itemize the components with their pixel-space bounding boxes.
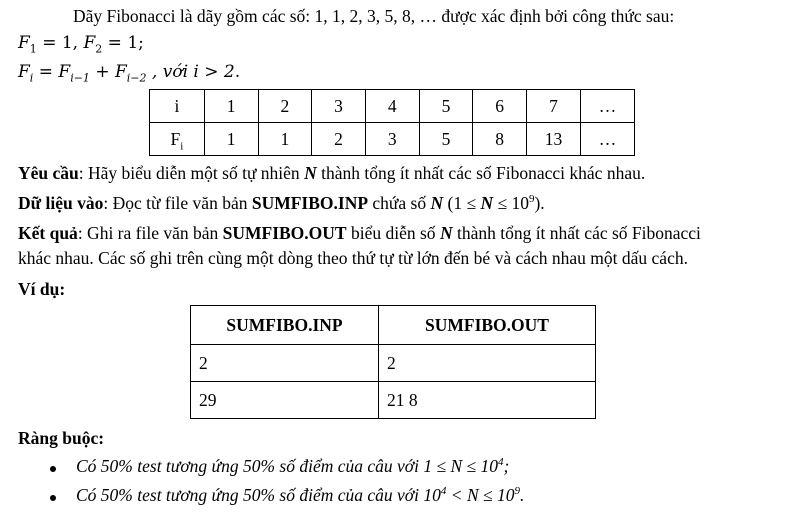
example-cell: 29 — [191, 382, 379, 419]
fib-row-label-f: $F_i$ — [150, 123, 205, 156]
fib-cell: 3 — [312, 90, 366, 123]
fib-cell: 1 — [204, 123, 258, 156]
fib-cell: 8 — [473, 123, 527, 156]
fib-cell: 7 — [527, 90, 581, 123]
example-header-input: SUMFIBO.INP — [191, 306, 379, 345]
output-paragraph-line2: khác nhau. Các số ghi trên cùng một dòng theo thứ tự từ lớn đến bé và cách nhau một dấu cách. — [18, 248, 688, 268]
fib-cell: 4 — [365, 90, 419, 123]
example-header-output: SUMFIBO.OUT — [379, 306, 596, 345]
fib-row-label-i: i — [150, 90, 205, 123]
fib-cell: 13 — [527, 123, 581, 156]
fib-cell: 6 — [473, 90, 527, 123]
fib-row-index — [150, 90, 635, 123]
fib-cell: 3 — [365, 123, 419, 156]
fib-cell: 1 — [258, 123, 312, 156]
constraint-item: Có 50% test tương ứng 50% số điểm của câu với $10^4 < N \le 10^9$. — [76, 485, 525, 505]
example-label: Ví dụ: — [18, 279, 66, 299]
requirement-paragraph: Yêu cầu: Hãy biểu diễn một số tự nhiên N thành tổng ít nhất các số Fibonacci khác nhau. — [18, 163, 646, 183]
example-cell: 21 8 — [379, 382, 596, 419]
fib-cell: 2 — [312, 123, 366, 156]
example-row — [191, 382, 596, 419]
fib-row-value — [150, 123, 635, 156]
intro-text: Dãy Fibonacci là dãy gồm các số: 1, 1, 2, 3, 5, 8, … được xác định bởi công thức sau: — [73, 6, 675, 26]
output-paragraph: Kết quả: Ghi ra file văn bản SUMFIBO.OUT biểu diễn số N thành tổng ít nhất các số Fibonacci — [18, 223, 701, 243]
example-cell: 2 — [191, 345, 379, 382]
fib-cell: 5 — [419, 90, 473, 123]
example-cell: 2 — [379, 345, 596, 382]
formula-recurrence: $F_i = F_{i-1} + F_{i-2}$ , với i > 2. — [18, 62, 241, 85]
example-header-row — [191, 306, 596, 345]
bullet-icon — [50, 466, 56, 472]
example-table — [190, 305, 596, 419]
example-row — [191, 345, 596, 382]
fib-cell: … — [580, 90, 634, 123]
fib-cell: 5 — [419, 123, 473, 156]
formula-base-cases: $F_1 = 1$, $F_2 = 1$; — [18, 33, 144, 56]
fib-cell: 1 — [204, 90, 258, 123]
input-paragraph: Dữ liệu vào: Đọc từ file văn bản SUMFIBO.INP chứa số N $(1 \le N \le 10^9)$. — [18, 193, 545, 213]
fib-cell: … — [580, 123, 634, 156]
constraint-item: Có 50% test tương ứng 50% số điểm của câu với $1 \le N \le 10^4$; — [76, 456, 510, 476]
fibonacci-table — [149, 89, 635, 156]
constraints-label: Ràng buộc: — [18, 428, 105, 448]
bullet-icon — [50, 495, 56, 501]
fib-cell: 2 — [258, 90, 312, 123]
